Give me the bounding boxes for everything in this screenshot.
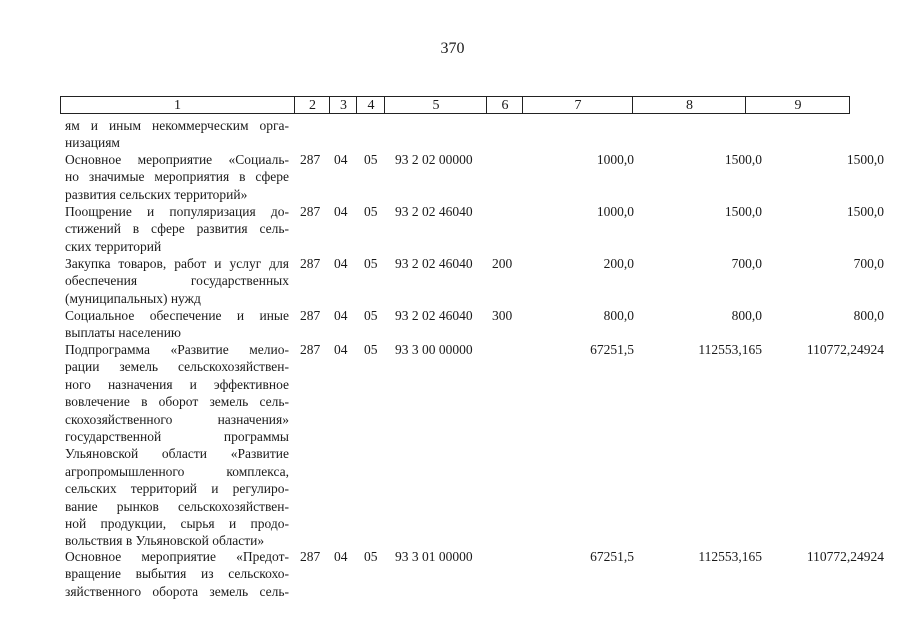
table-header xyxy=(60,96,850,114)
target-article-code: 93 3 01 00000 xyxy=(395,549,473,564)
description-line: вовлечение в оборот земель сель- xyxy=(65,394,289,410)
page-number: 370 xyxy=(440,40,465,57)
admin-code: 287 xyxy=(300,342,321,357)
section-code: 04 xyxy=(334,256,348,271)
description-line: ной продукции, сырья и продо- xyxy=(65,516,289,532)
expense-type-code: 200 xyxy=(492,256,513,271)
description-line: сельских территорий и регулиро- xyxy=(65,481,289,497)
description-line: ного назначения и эффективное xyxy=(65,376,289,392)
description-line: низациям xyxy=(65,135,120,151)
row-description xyxy=(65,117,289,152)
admin-code: 287 xyxy=(300,549,321,564)
target-article-code: 93 2 02 46040 xyxy=(395,308,473,323)
subsection-code: 05 xyxy=(364,549,378,564)
amount-col-8: 1500,0 xyxy=(724,152,762,167)
subsection-code: 05 xyxy=(364,342,378,357)
description-line: стижений в сфере развития сель- xyxy=(65,221,289,237)
admin-code: 287 xyxy=(300,256,321,271)
target-article-code: 93 3 00 00000 xyxy=(395,342,473,357)
description-line: Ульяновской области «Развитие xyxy=(65,446,289,462)
amount-col-9: 110772,24924 xyxy=(806,549,884,564)
target-article-code: 93 2 02 46040 xyxy=(395,256,473,271)
description-line: Основное мероприятие «Социаль- xyxy=(65,152,289,167)
amount-col-8: 112553,165 xyxy=(698,342,762,357)
description-line: Подпрограмма «Развитие мелио- xyxy=(65,342,289,357)
header-col-5: 5 xyxy=(384,97,487,113)
amount-col-8: 1500,0 xyxy=(724,204,762,219)
description-line: выплаты населению xyxy=(65,325,182,341)
description-line: Поощрение и популяризация до- xyxy=(65,204,289,219)
description-line: вание рынков сельскохозяйствен- xyxy=(65,498,289,514)
amount-col-7: 67251,5 xyxy=(590,549,634,564)
amount-col-7: 1000,0 xyxy=(596,204,634,219)
subsection-code: 05 xyxy=(364,256,378,271)
amount-col-7: 1000,0 xyxy=(596,152,634,167)
section-code: 04 xyxy=(334,204,348,219)
description-line: Основное мероприятие «Предот- xyxy=(65,549,289,564)
row-description xyxy=(65,341,289,550)
description-line: ям и иным некоммерческим орга- xyxy=(65,118,289,133)
description-line: Социальное обеспечение и иные xyxy=(65,308,289,323)
target-article-code: 93 2 02 00000 xyxy=(395,152,473,167)
description-line: вольствия в Ульяновской области» xyxy=(65,533,265,549)
description-line: но значимые мероприятия в сфере xyxy=(65,169,289,185)
target-article-code: 93 2 02 46040 xyxy=(395,204,473,219)
amount-col-8: 700,0 xyxy=(731,256,762,271)
subsection-code: 05 xyxy=(364,204,378,219)
row-description xyxy=(65,255,289,307)
description-line: вращение выбытия из сельскохо- xyxy=(65,566,289,582)
description-line: ских территорий xyxy=(65,238,162,254)
subsection-code: 05 xyxy=(364,152,378,167)
header-col-3: 3 xyxy=(329,97,357,113)
amount-col-7: 800,0 xyxy=(603,308,634,323)
description-line: обеспечения государственных xyxy=(65,273,289,289)
header-col-1: 1 xyxy=(174,98,181,113)
header-col-8: 8 xyxy=(632,97,746,113)
description-line: государственной программы xyxy=(65,429,289,445)
section-code: 04 xyxy=(334,308,348,323)
amount-col-9: 800,0 xyxy=(853,308,884,323)
expense-type-code: 300 xyxy=(492,308,513,323)
row-description xyxy=(65,307,289,342)
description-line: Закупка товаров, работ и услуг для xyxy=(65,256,289,271)
description-line: развития сельских территорий» xyxy=(65,186,248,202)
header-col-2: 2 xyxy=(294,97,330,113)
row-description xyxy=(65,151,289,203)
amount-col-9: 700,0 xyxy=(853,256,884,271)
row-description xyxy=(65,548,289,600)
admin-code: 287 xyxy=(300,308,321,323)
header-col-4: 4 xyxy=(356,97,385,113)
section-code: 04 xyxy=(334,342,348,357)
admin-code: 287 xyxy=(300,204,321,219)
amount-col-8: 112553,165 xyxy=(698,549,762,564)
amount-col-9: 110772,24924 xyxy=(806,342,884,357)
description-line: скохозяйственного назначения» xyxy=(65,411,289,427)
description-line: рации земель сельскохозяйствен- xyxy=(65,359,289,375)
header-col-7: 7 xyxy=(522,97,633,113)
amount-col-8: 800,0 xyxy=(731,308,762,323)
description-line: агропромышленного комплекса, xyxy=(65,463,289,479)
description-line: зяйственного оборота земель сель- xyxy=(65,583,289,599)
section-code: 04 xyxy=(334,549,348,564)
subsection-code: 05 xyxy=(364,308,378,323)
admin-code: 287 xyxy=(300,152,321,167)
amount-col-9: 1500,0 xyxy=(846,204,884,219)
amount-col-7: 67251,5 xyxy=(590,342,634,357)
description-line: (муниципальных) нужд xyxy=(65,290,201,306)
row-description xyxy=(65,203,289,255)
section-code: 04 xyxy=(334,152,348,167)
header-col-9: 9 xyxy=(745,97,850,113)
amount-col-7: 200,0 xyxy=(603,256,634,271)
amount-col-9: 1500,0 xyxy=(846,152,884,167)
header-col-6: 6 xyxy=(486,97,523,113)
